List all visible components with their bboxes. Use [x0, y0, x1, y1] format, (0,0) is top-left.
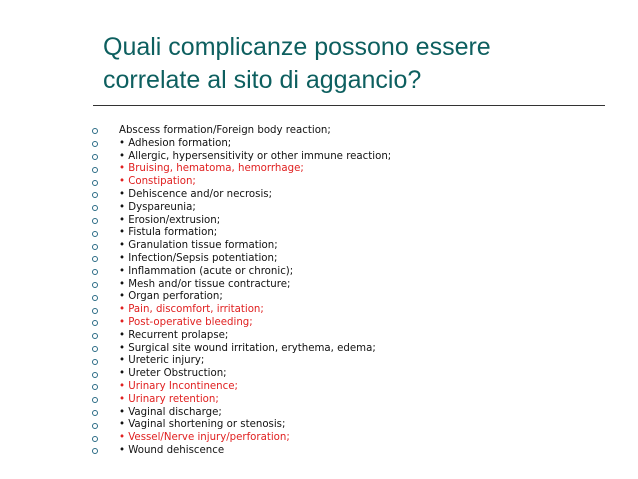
circle-bullet-icon	[92, 410, 98, 416]
list-item	[0, 240, 638, 253]
circle-bullet-icon	[92, 128, 98, 134]
list-item	[0, 253, 638, 266]
list-item	[0, 445, 638, 458]
circle-bullet-icon	[92, 448, 98, 454]
list-item	[0, 394, 638, 407]
list-item	[0, 125, 638, 138]
list-item	[0, 215, 638, 228]
list-item-text: • Dehiscence and/or necrosis;	[119, 188, 273, 200]
list-item-text: • Pain, discomfort, irritation;	[119, 304, 264, 316]
list-item-text: • Allergic, hypersensitivity or other immune reaction;	[119, 150, 392, 162]
list-item	[0, 330, 638, 343]
list-item-text: • Bruising, hematoma, hemorrhage;	[119, 163, 304, 175]
list-item-text: • Vaginal discharge;	[119, 406, 222, 418]
circle-bullet-icon	[92, 397, 98, 403]
circle-bullet-icon	[92, 308, 98, 314]
list-item-text: • Vaginal shortening or stenosis;	[119, 419, 286, 431]
list-item-text: • Inflammation (acute or chronic);	[119, 265, 294, 277]
slide-title: Quali complicanze possono essere correlate al sito di aggancio?	[103, 33, 491, 94]
complications-list	[0, 125, 638, 458]
circle-bullet-icon	[92, 256, 98, 262]
list-item-text: • Ureteric injury;	[119, 355, 205, 367]
list-item	[0, 279, 638, 292]
list-item	[0, 304, 638, 317]
circle-bullet-icon	[92, 384, 98, 390]
list-item-text: • Mesh and/or tissue contracture;	[119, 278, 291, 290]
list-item-text: • Post-operative bleeding;	[119, 316, 253, 328]
list-item-text: • Recurrent prolapse;	[119, 329, 229, 341]
list-item	[0, 202, 638, 215]
list-item-text: • Wound dehiscence	[119, 444, 225, 456]
list-item	[0, 138, 638, 151]
circle-bullet-icon	[92, 333, 98, 339]
circle-bullet-icon	[92, 359, 98, 365]
list-item	[0, 291, 638, 304]
list-item-text: • Erosion/extrusion;	[119, 214, 221, 226]
circle-bullet-icon	[92, 231, 98, 237]
list-item	[0, 419, 638, 432]
list-item-text: • Vessel/Nerve injury/perforation;	[119, 432, 290, 444]
list-item	[0, 176, 638, 189]
list-item	[0, 317, 638, 330]
list-item-text: • Granulation tissue formation;	[119, 240, 278, 252]
list-item	[0, 343, 638, 356]
circle-bullet-icon	[92, 218, 98, 224]
list-item-text: Abscess formation/Foreign body reaction;	[119, 125, 331, 136]
circle-bullet-icon	[92, 295, 98, 301]
list-item-text: • Fistula formation;	[119, 227, 218, 239]
circle-bullet-icon	[92, 320, 98, 326]
list-item	[0, 407, 638, 420]
list-item	[0, 432, 638, 445]
list-item	[0, 189, 638, 202]
list-item	[0, 381, 638, 394]
circle-bullet-icon	[92, 180, 98, 186]
list-item	[0, 368, 638, 381]
circle-bullet-icon	[92, 282, 98, 288]
list-item-text: • Ureter Obstruction;	[119, 368, 227, 380]
list-item	[0, 355, 638, 368]
list-item	[0, 266, 638, 279]
circle-bullet-icon	[92, 192, 98, 198]
list-item-text: • Surgical site wound irritation, erythema, edema;	[119, 342, 376, 354]
circle-bullet-icon	[92, 436, 98, 442]
circle-bullet-icon	[92, 154, 98, 160]
circle-bullet-icon	[92, 141, 98, 147]
list-item-text: • Urinary retention;	[119, 393, 219, 405]
circle-bullet-icon	[92, 372, 98, 378]
list-item	[0, 151, 638, 164]
circle-bullet-icon	[92, 346, 98, 352]
list-item-text: • Constipation;	[119, 176, 196, 188]
circle-bullet-icon	[92, 244, 98, 250]
list-item	[0, 227, 638, 240]
list-item-text: • Adhesion formation;	[119, 137, 232, 149]
circle-bullet-icon	[92, 269, 98, 275]
circle-bullet-icon	[92, 167, 98, 173]
list-item	[0, 163, 638, 176]
title-divider	[93, 105, 605, 106]
list-item-text: • Dyspareunia;	[119, 201, 196, 213]
list-item-text: • Urinary Incontinence;	[119, 380, 238, 392]
circle-bullet-icon	[92, 205, 98, 211]
list-item-text: • Infection/Sepsis potentiation;	[119, 252, 278, 264]
list-item-text: • Organ perforation;	[119, 291, 223, 303]
circle-bullet-icon	[92, 423, 98, 429]
